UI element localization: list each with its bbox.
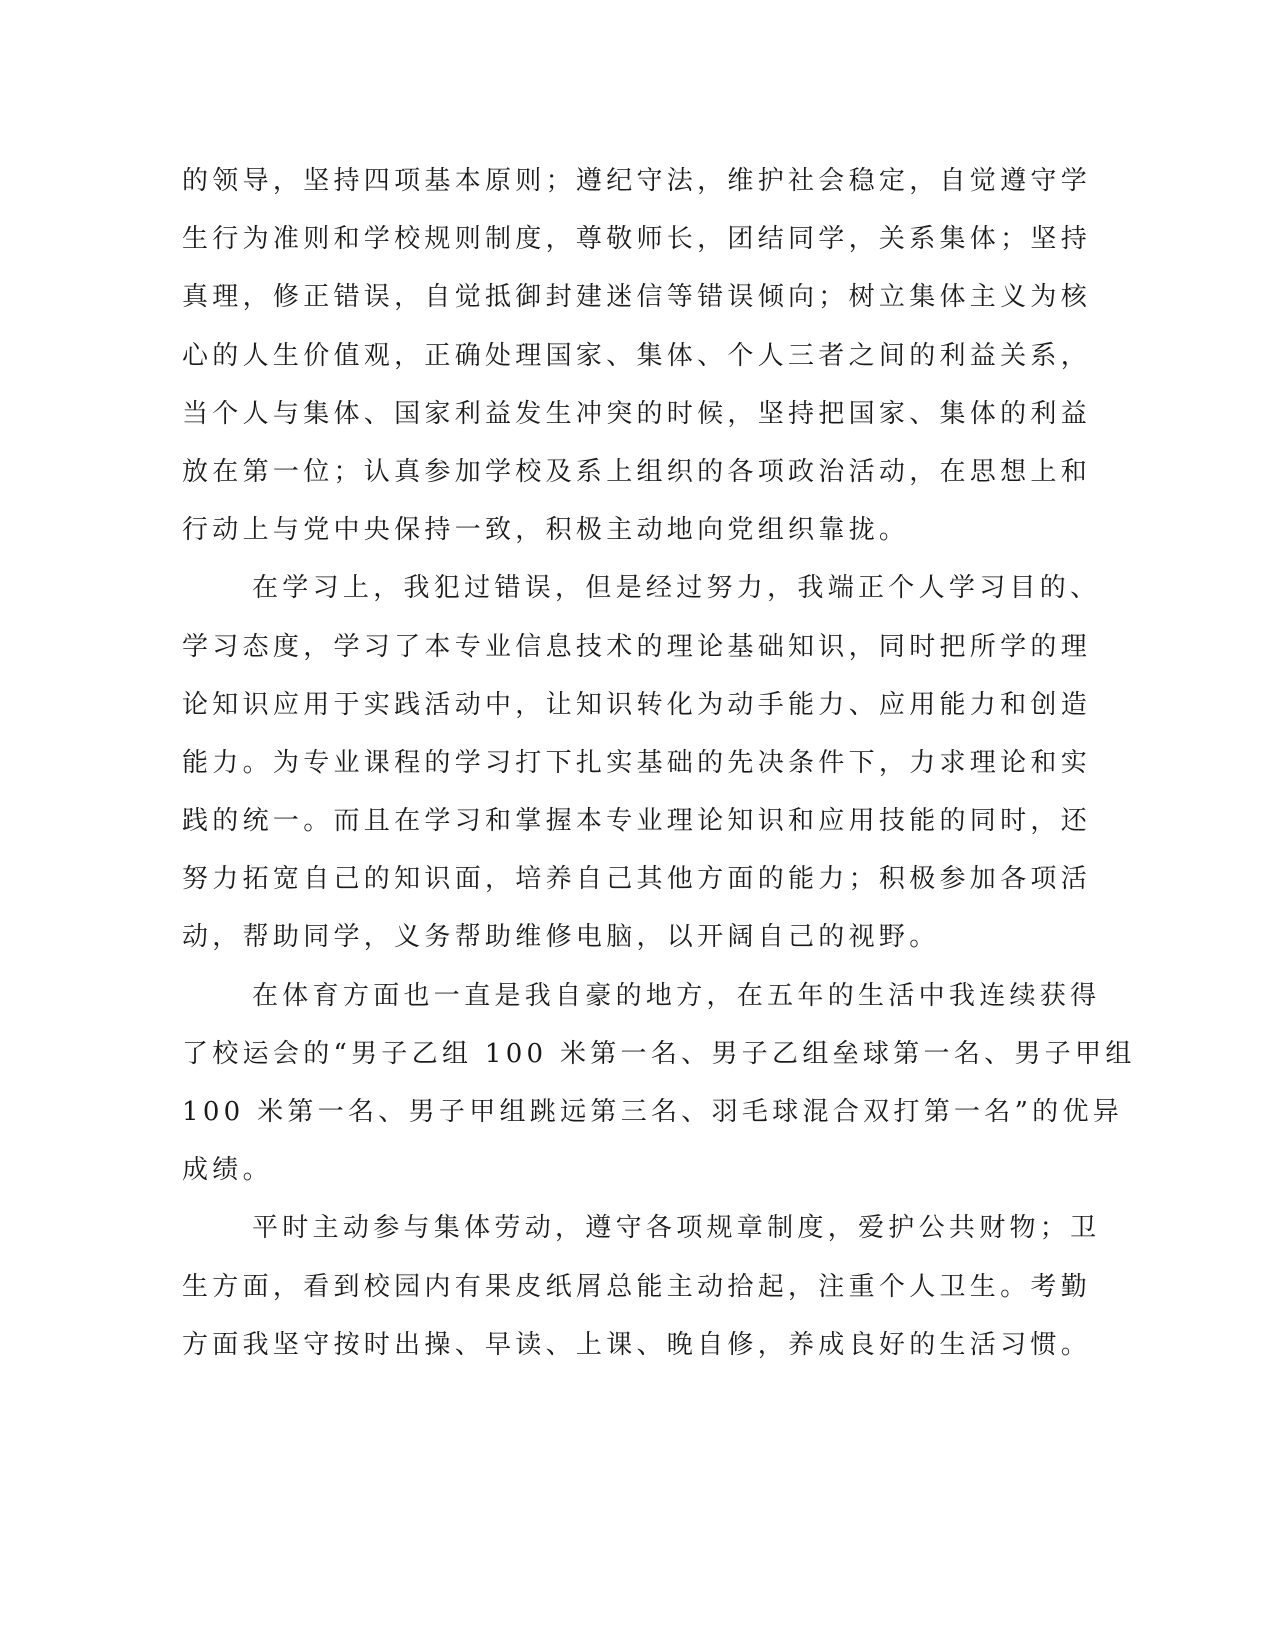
text-line: 动，帮助同学，义务帮助维修电脑，以开阔自己的视野。: [182, 922, 940, 953]
text-line: 论知识应用于实践活动中，让知识转化为动手能力、应用能力和创造: [182, 689, 1092, 720]
text-line: 能力。为专业课程的学习打下扎实基础的先决条件下，力求理论和实: [182, 747, 1092, 778]
text-line: 努力拓宽自己的知识面，培养自己其他方面的能力；积极参加各项活: [182, 864, 1092, 895]
text-line: 真理，修正错误，自觉抵御封建迷信等错误倾向；树立集体主义为核: [182, 282, 1092, 313]
paragraph-first-line: 在体育方面也一直是我自豪的地方，在五年的生活中我连续获得: [252, 980, 1101, 1011]
text-line: 方面我坚守按时出操、早读、上课、晚自修，养成良好的生活习惯。: [182, 1329, 1092, 1360]
body-text: [182, 152, 1136, 1374]
text-line: 了校运会的“男子乙组 100 米第一名、男子乙组垒球第一名、男子甲组: [182, 1038, 1136, 1069]
text-line: 心的人生价值观，正确处理国家、集体、个人三者之间的利益关系，: [182, 340, 1092, 371]
text-line: 放在第一位；认真参加学校及系上组织的各项政治活动，在思想上和: [182, 456, 1092, 487]
text-line: 践的统一。而且在学习和掌握本专业理论知识和应用技能的同时，还: [182, 806, 1092, 837]
text-line: 成绩。: [182, 1155, 273, 1186]
text-line: 当个人与集体、国家利益发生冲突的时候，坚持把国家、集体的利益: [182, 398, 1092, 429]
text-line: 学习态度，学习了本专业信息技术的理论基础知识，同时把所学的理: [182, 631, 1092, 662]
paragraph-first-line: 平时主动参与集体劳动，遵守各项规章制度，爱护公共财物；卫: [252, 1213, 1101, 1244]
text-line: 的领导，坚持四项基本原则；遵纪守法，维护社会稳定，自觉遵守学: [182, 166, 1092, 196]
text-line: 生方面，看到校园内有果皮纸屑总能主动拾起，注重个人卫生。考勤: [182, 1271, 1092, 1302]
text-line: 生行为准则和学校规则制度，尊敬师长，团结同学，关系集体；坚持: [182, 224, 1092, 255]
text-line: 行动上与党中央保持一致，积极主动地向党组织靠拢。: [182, 515, 910, 546]
text-line: 100 米第一名、男子甲组跳远第三名、羽毛球混合双打第一名”的优异: [182, 1097, 1124, 1127]
paragraph-first-line: 在学习上，我犯过错误，但是经过努力，我端正个人学习目的、: [252, 573, 1101, 604]
